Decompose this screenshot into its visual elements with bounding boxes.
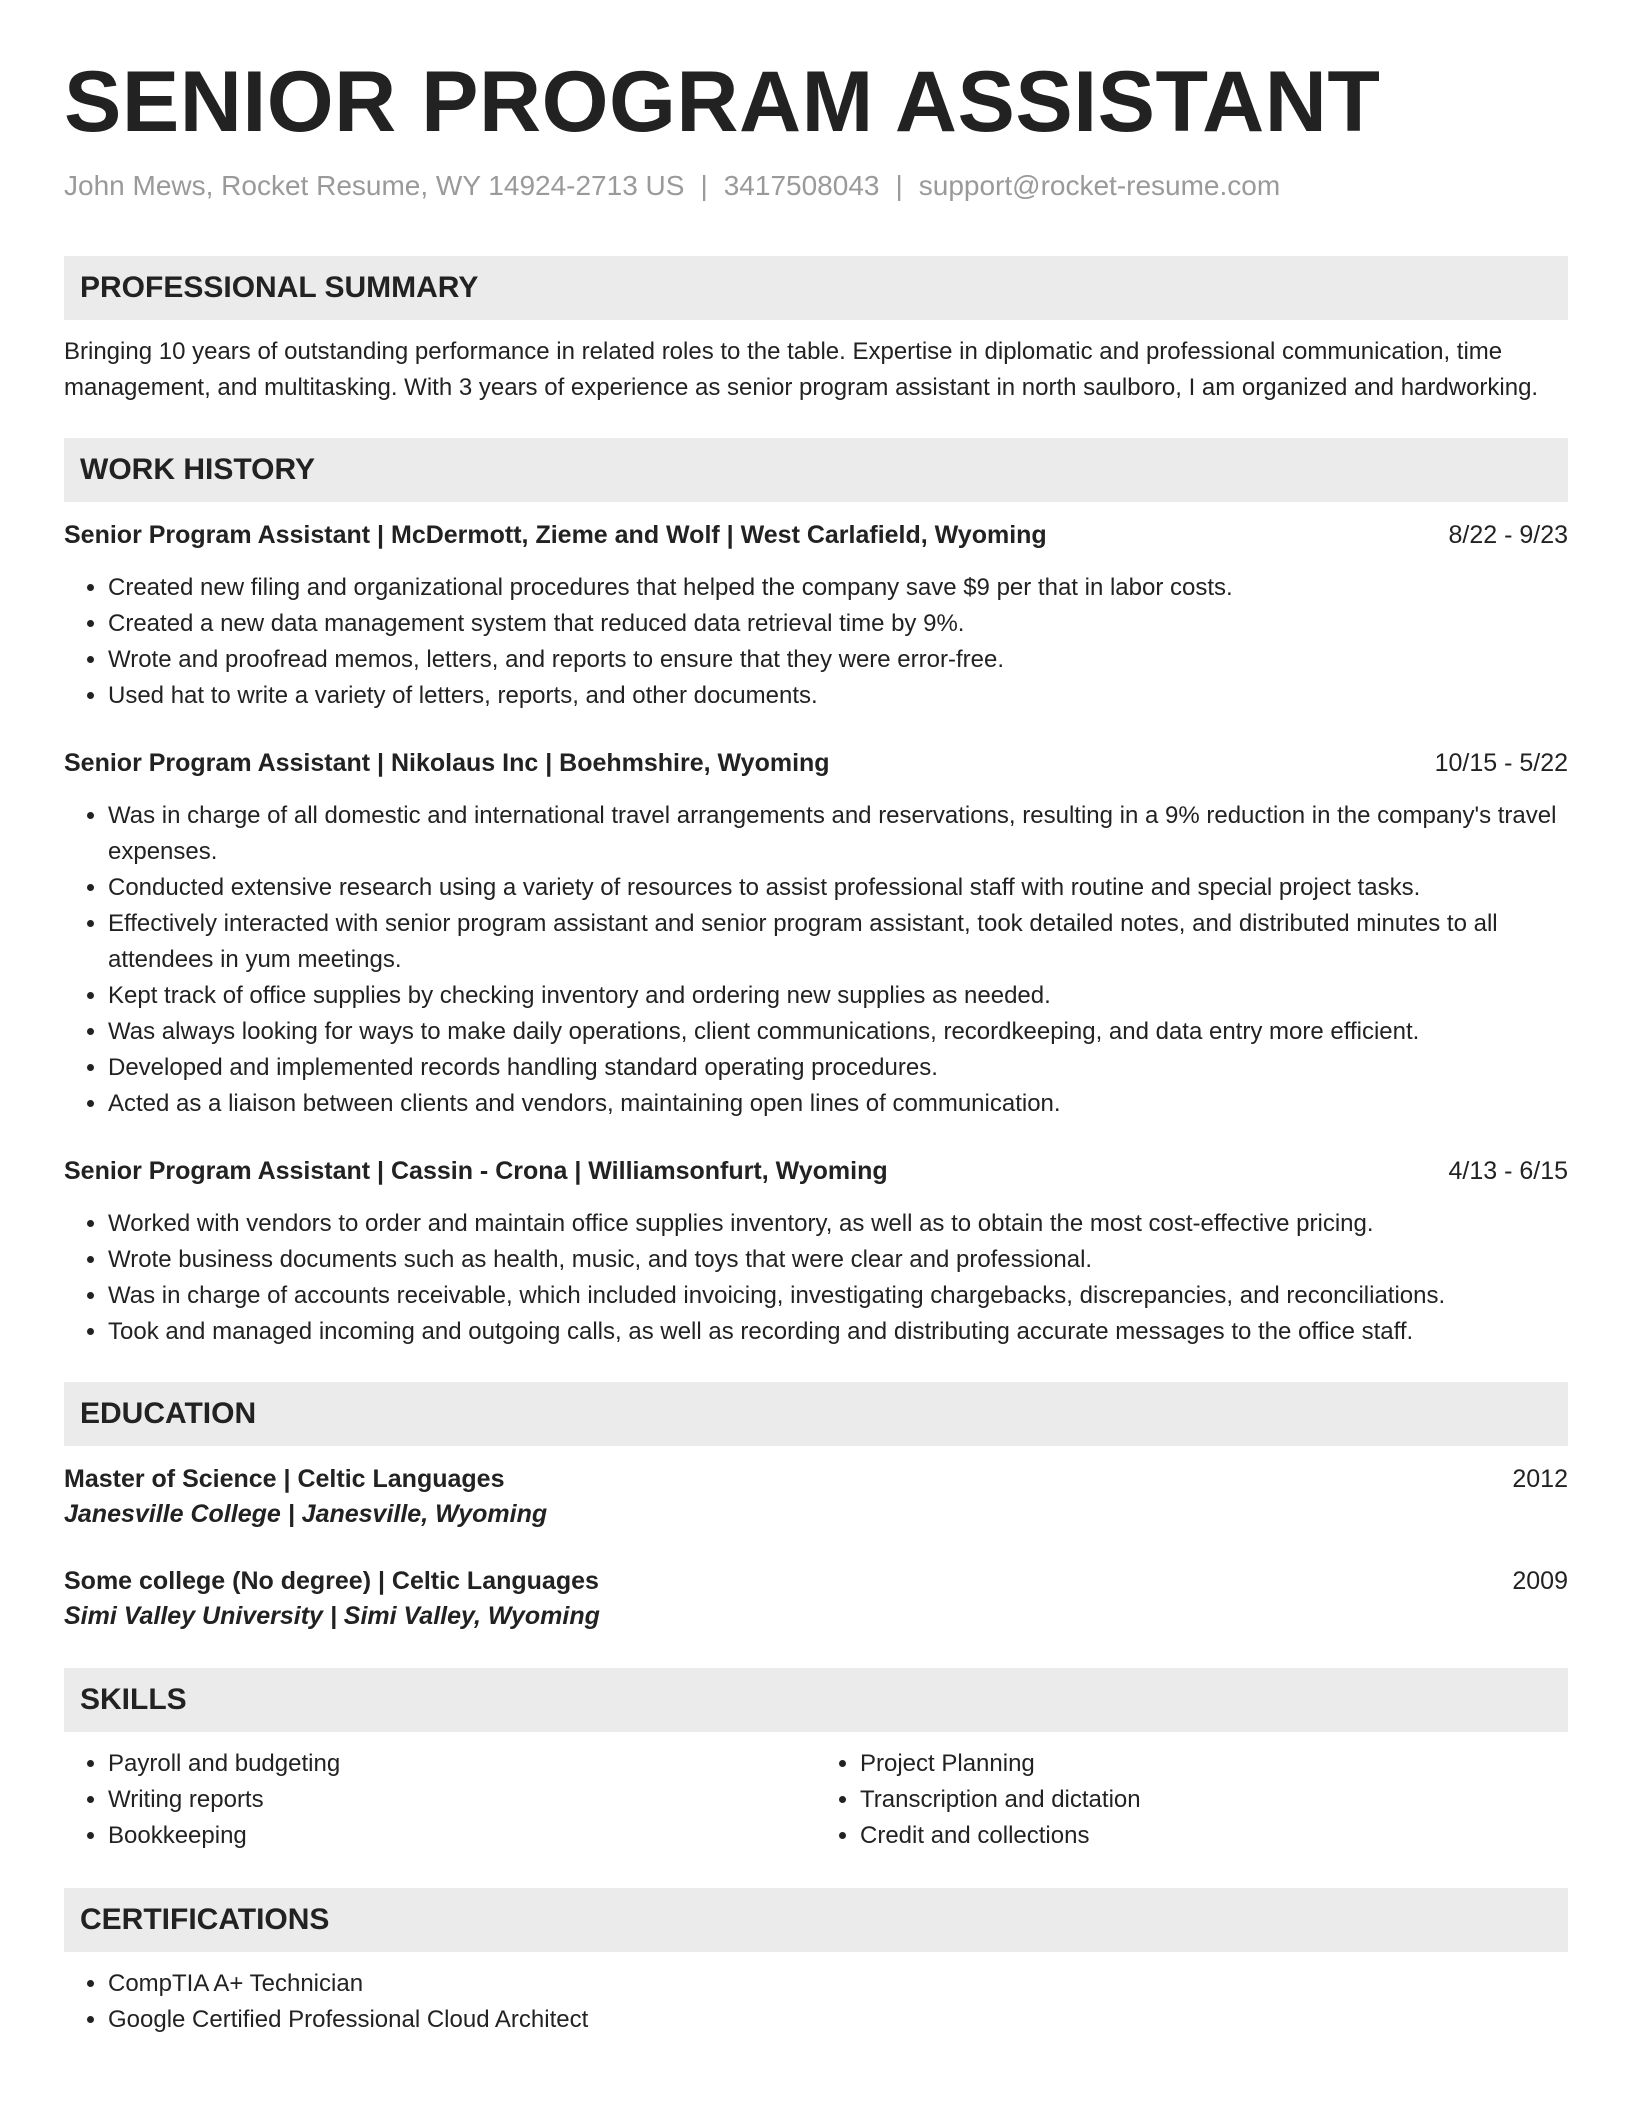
- summary-heading: PROFESSIONAL SUMMARY: [64, 256, 1568, 320]
- education-school: Simi Valley University | Simi Valley, Wyoming: [64, 1602, 600, 1630]
- contact-line: [64, 168, 1568, 204]
- list-item: • Project Planning: [860, 1746, 1568, 1782]
- list-item: • Was in charge of accounts receivable, which included invoicing, investigating chargebacks, discrepancies, and reconciliations.: [108, 1278, 1568, 1314]
- job-entry: [64, 746, 1568, 1122]
- job-title: Senior Program Assistant | Nikolaus Inc | Boehmshire, Wyoming: [64, 749, 830, 777]
- contact-separator: |: [895, 170, 903, 201]
- contact-separator: |: [700, 170, 708, 201]
- list-item: • Payroll and budgeting: [108, 1746, 816, 1782]
- list-item: • Bookkeeping: [108, 1818, 816, 1854]
- list-item: • Google Certified Professional Cloud Architect: [108, 2002, 1568, 2038]
- job-header: [64, 518, 1568, 552]
- list-item: • Created a new data management system that reduced data retrieval time by 9%.: [108, 606, 1568, 642]
- education-header: [64, 1564, 1568, 1598]
- job-title: Senior Program Assistant | McDermott, Zieme and Wolf | West Carlafield, Wyoming: [64, 521, 1047, 549]
- list-item: • CompTIA A+ Technician: [108, 1966, 1568, 2002]
- contact-address: John Mews, Rocket Resume, WY 14924-2713 US: [64, 170, 685, 201]
- list-item: • Created new filing and organizational procedures that helped the company save $9 per that in labor costs.: [108, 570, 1568, 606]
- list-item: • Took and managed incoming and outgoing calls, as well as recording and distributing accurate messages to the office staff.: [108, 1314, 1568, 1350]
- list-item: • Writing reports: [108, 1782, 816, 1818]
- list-item: • Effectively interacted with senior program assistant and senior program assistant, took detailed notes, and distributed minutes to all attendees in yum meetings.: [108, 906, 1568, 978]
- job-header: [64, 1154, 1568, 1188]
- job-header: [64, 746, 1568, 780]
- list-item: • Worked with vendors to order and maintain office supplies inventory, as well as to obtain the most cost-effective pricing.: [108, 1206, 1568, 1242]
- contact-phone: 3417508043: [723, 170, 880, 201]
- job-dates: 10/15 - 5/22: [1434, 749, 1568, 777]
- job-title: Senior Program Assistant | Cassin - Crona | Williamsonfurt, Wyoming: [64, 1157, 888, 1185]
- education-degree: Master of Science | Celtic Languages: [64, 1465, 505, 1493]
- resume-title: SENIOR PROGRAM ASSISTANT: [64, 54, 1381, 150]
- list-item: • Wrote business documents such as health, music, and toys that were clear and professional.: [108, 1242, 1568, 1278]
- summary-text: Bringing 10 years of outstanding performance in related roles to the table. Expertise in diplomatic and professional communication, time management, and multitasking. With 3 years of experience as senior program assistant in north saulboro, I am organized and hardworking.: [64, 338, 1539, 401]
- certifications-heading: CERTIFICATIONS: [64, 1888, 1568, 1952]
- list-item: • Was always looking for ways to make daily operations, client communications, recordkeeping, and data entry more efficient.: [108, 1014, 1568, 1050]
- education-degree: Some college (No degree) | Celtic Languages: [64, 1567, 599, 1595]
- skills-list-left: [64, 1746, 816, 1854]
- job-dates: 8/22 - 9/23: [1448, 521, 1568, 549]
- education-heading: EDUCATION: [64, 1382, 1568, 1446]
- education-entry: [64, 1462, 1568, 1532]
- contact-email: support@rocket-resume.com: [918, 170, 1281, 201]
- list-item: • Developed and implemented records handling standard operating procedures.: [108, 1050, 1568, 1086]
- list-item: • Transcription and dictation: [860, 1782, 1568, 1818]
- work-history-heading: WORK HISTORY: [64, 438, 1568, 502]
- education-year: 2009: [1512, 1567, 1568, 1595]
- job-dates: 4/13 - 6/15: [1448, 1157, 1568, 1185]
- job-bullets: [64, 1206, 1568, 1350]
- job-bullets: [64, 570, 1568, 714]
- list-item: • Conducted extensive research using a variety of resources to assist professional staff with routine and special project tasks.: [108, 870, 1568, 906]
- education-entry: [64, 1564, 1568, 1634]
- skills-list-right: [816, 1746, 1568, 1854]
- list-item: • Wrote and proofread memos, letters, and reports to ensure that they were error-free.: [108, 642, 1568, 678]
- list-item: • Was in charge of all domestic and international travel arrangements and reservations, resulting in a 9% reduction in the company's travel expenses.: [108, 798, 1568, 870]
- job-bullets: [64, 798, 1568, 1122]
- list-item: • Used hat to write a variety of letters, reports, and other documents.: [108, 678, 1568, 714]
- certifications-list: [64, 1966, 1568, 2038]
- job-entry: [64, 1154, 1568, 1350]
- education-header: [64, 1462, 1568, 1496]
- list-item: • Kept track of office supplies by checking inventory and ordering new supplies as needed.: [108, 978, 1568, 1014]
- skills-grid: [64, 1732, 1568, 1854]
- skills-heading: SKILLS: [64, 1668, 1568, 1732]
- job-entry: [64, 518, 1568, 714]
- list-item: • Acted as a liaison between clients and vendors, maintaining open lines of communication.: [108, 1086, 1568, 1122]
- education-school: Janesville College | Janesville, Wyoming: [64, 1500, 548, 1528]
- list-item: • Credit and collections: [860, 1818, 1568, 1854]
- education-year: 2012: [1512, 1465, 1568, 1493]
